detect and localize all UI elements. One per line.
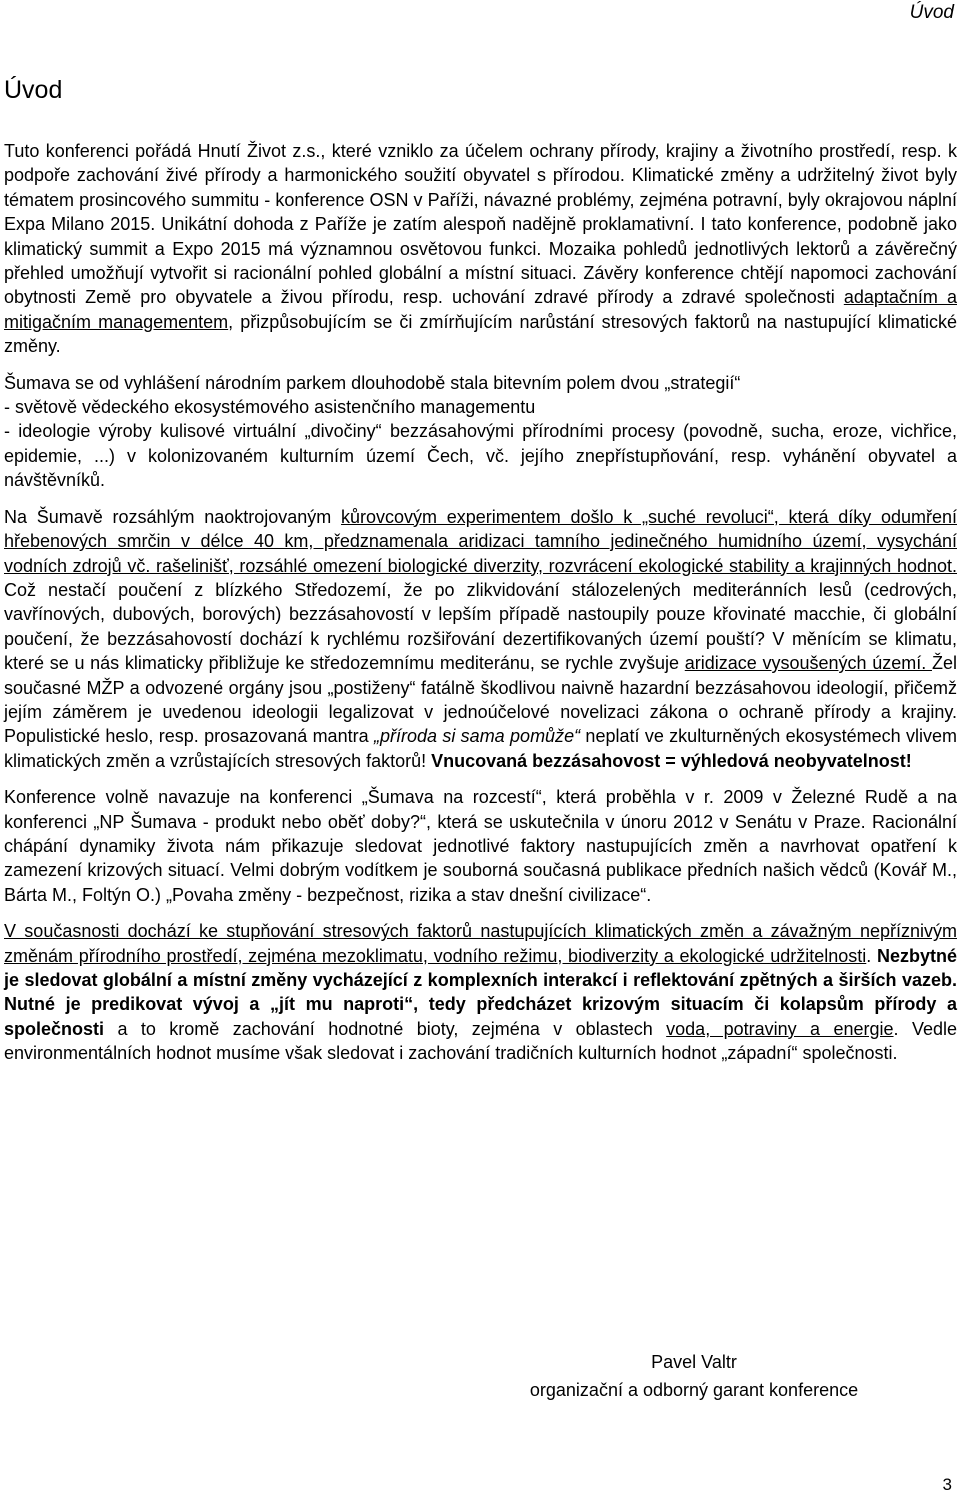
paragraph-experiment [4, 505, 957, 773]
bold-run: Nezbytné je sledovat globální a místní změny vycházející z komplexních interakcí i reflektování zpětných a širších vazeb. Nutné je predikovat vývoj a „jít mu naproti“, tedy předcházet krizovým situacím či kolapsům přírody a společnosti [4, 945, 957, 1039]
italic-run: „příroda si sama pomůže“ [373, 726, 581, 747]
text-run: Žel současné MŽP a odvozené orgány jsou „postiženy“ fatálně škodlivou naivně hazardní bezzásahovou ideologií, přičemž jejím záměrem je uvedenou ideologii legalizovat v jednoúčelové novelizaci zákona o ochraně přírody a krajiny. Populistické heslo, resp. prosazovaná mantra [4, 653, 957, 747]
underlined-run: V současnosti dochází ke stupňování stresových faktorů nastupujících klimatických změn a závažným nepříznivým změnám přírodního prostředí, zejména mezoklimatu, vodního režimu, biodiverzity a ekologické udržitelnosti [4, 921, 957, 966]
text-run: neplatí ve zkulturněných ekosystémech vlivem klimatických změn a vzrůstajících stresových faktorů! [4, 726, 957, 771]
text-run: a to kromě zachování hodnotné bioty, zejména v oblastech [104, 1018, 667, 1039]
paragraph-intro [4, 139, 957, 359]
signature-name: Pavel Valtr [651, 1352, 737, 1372]
document-body [4, 139, 957, 1078]
text-run: . Vedle environmentálních hodnot musíme však sledovat i zachování tradičních kulturních hodnot „západní“ společnosti. [4, 1018, 958, 1064]
page-title: Úvod [4, 76, 63, 104]
strategy-item-2: - ideologie výroby kulisové virtuální „divočiny“ bezzásahovými přírodními procesy (povodně, sucha, eroze, vichřice, epidemie, ...) v kolonizovaném kulturním území Čech, vč. jejího znepřístupňování, resp. vyhánění obyvatel a návštěvníků. [4, 421, 957, 491]
paragraph-present [4, 919, 957, 1065]
strategy-item-1: - světově vědeckého ekosystémového asistenčního managementu [4, 397, 536, 418]
paragraph-strategies [4, 371, 957, 493]
text-run: Což nestačí poučení z blízkého Středozemí, že po zlikvidování stálozelených mediteránních lesů (cedrových, vavřínových, dubových, borových) bezzásahovostí v lepším případě nastoupily pouze křovinaté macchie, či globální poučení, že bezzásahovostí dochází k rychlému rozšiřování dezertifikovaných území pouští? V měnícím se klimatu, které se u nás klimaticky přibližuje ke středozemnímu mediteránu, se rychle zvyšuje [4, 579, 957, 674]
underlined-run: voda, potraviny a energie [666, 1018, 894, 1039]
text-run: Tuto konferenci pořádá Hnutí Život z.s., které vzniklo za účelem ochrany přírody, krajiny a životního prostředí, resp. k podpoře zachování živé přírody a harmonického soužití obyvatel s přírodou. Klimatické změny a udržitelný život byly tématem prosincového summitu - konference OSN v Paříži, návazné problémy, zejména potravní, byly okrajovou náplní Expa Milano 2015. Unikátní dohoda z Paříže je zatím alespoň nadějně proklamativní. I tato konference, podobně jako klimatický summit a Expo 2015 má významnou osvětovou funkci. Mozaika pohledů jednotlivých lektorů a závěrečný přehled umožňují vytvořit si racionální pohled globální a místní situaci. Závěry konference chtějí napomoci zachování obytnosti Země pro obyvatele a živou přírodu, resp. uchování zdravé přírody a zdravé společnosti [4, 141, 957, 308]
text-run: , přizpůsobujícím se či zmírňujícím narůstání stresových faktorů na nastupující klimatické změny. [4, 311, 957, 357]
page-number: 3 [942, 1475, 952, 1494]
signature-role: organizační a odborný garant konference [529, 1380, 859, 1400]
underlined-run: kůrovcovým experimentem došlo k „suché revoluci“, která díky odumření hřebenových smrčin v délce 40 km, předznamenala aridizaci tamního jedinečného humidního území, vysychání vodních zdrojů vč. rašelinišť, rozsáhlé omezení biologické diverzity, rozvrácení ekologické stability a krajinných hodnot. [4, 506, 957, 576]
strategy-heading: Šumava se od vyhlášení národním parkem dlouhodobě stala bitevním polem dvou „strategií“ [4, 372, 741, 393]
bold-run: Vnucovaná bezzásahovost = výhledová neobyvatelnost! [431, 750, 912, 771]
underlined-run: adaptačním a mitigačním managementem [4, 287, 957, 332]
underlined-run: aridizace vysoušených území. [684, 653, 932, 674]
text-run: . [866, 945, 877, 966]
text-run: Konference volně navazuje na konferenci „Šumava na rozcestí“, která proběhla v r. 2009 v Železné Rudě a na konferenci „NP Šumava - produkt nebo oběť doby?“, která se uskutečnila v únoru 2012 v Senátu v Praze. Racionální chápání dynamiky života nám přikazuje sledovat jednotlivé faktory nastupujících změn a navrhovat opatření k zamezení krizových situací. Velmi dobrým vodítkem je souborná současná publikace předních našich vědců (Kovář M., Bárta M., Foltýn O.) „Povaha změny - bezpečnost, rizika a stav dnešní civilizace“. [4, 787, 957, 905]
running-header: Úvod [909, 2, 954, 23]
text-run: Na Šumavě rozsáhlým naoktrojovaným [4, 506, 342, 527]
paragraph-conference [4, 785, 957, 907]
